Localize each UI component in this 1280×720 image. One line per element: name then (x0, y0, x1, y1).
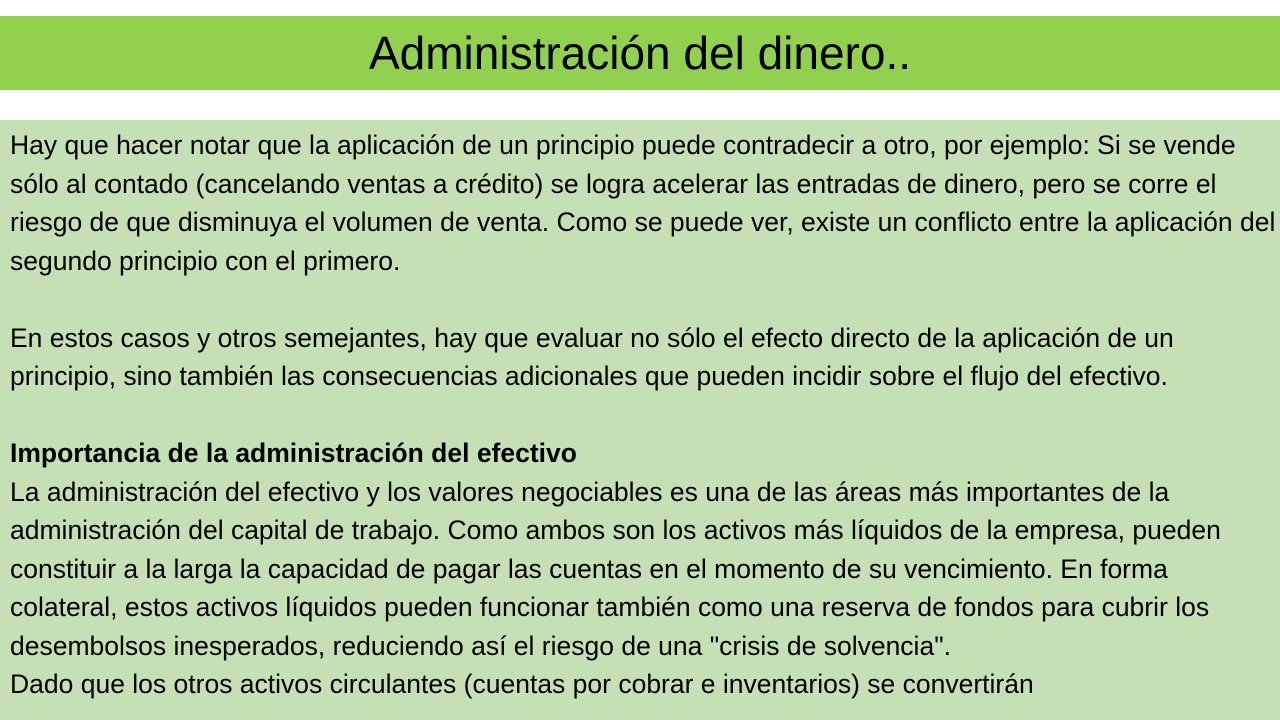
paragraph-spacer (10, 396, 1276, 435)
section-heading: Importancia de la administración del efectivo (10, 438, 577, 468)
content-text (10, 126, 1276, 704)
paragraph-cash-importance: La administración del efectivo y los valores negociables es una de las áreas más importantes de la administración del capital de trabajo. Como ambos son los activos más líquidos de la empresa, pueden constituir a la larga la capacidad de pagar las cuentas en el momento de su vencimiento. En forma colateral, estos activos líquidos pueden funcionar también como una reserva de fondos para cubrir los desembolsos inesperados, reduciendo así el riesgo de una "crisis de solvencia". (10, 476, 1221, 661)
slide-title: Administración del dinero.. (368, 27, 912, 79)
paragraph-spacer (10, 280, 1276, 319)
paragraph-evaluate-effects: En estos casos y otros semejantes, hay que evaluar no sólo el efecto directo de la aplicación de un principio, sino también las consecuencias adicionales que pueden incidir sobre el flujo del efectivo. (10, 322, 1174, 391)
paragraph-cut-off: Dado que los otros activos circulantes (cuentas por cobrar e inventarios) se convertirán (10, 669, 1034, 699)
paragraph-principles-conflict: Hay que hacer notar que la aplicación de un principio puede contradecir a otro, por ejemplo: Si se vende sólo al contado (cancelando ventas a crédito) se logra acelerar las entradas de dinero, pero se corre el riesgo de que disminuya el volumen de venta. Como se puede ver, existe un conflicto entre la aplicación del segundo principio con el primero. (10, 130, 1276, 276)
slide-title-bar (0, 16, 1280, 90)
content-box (0, 120, 1280, 720)
